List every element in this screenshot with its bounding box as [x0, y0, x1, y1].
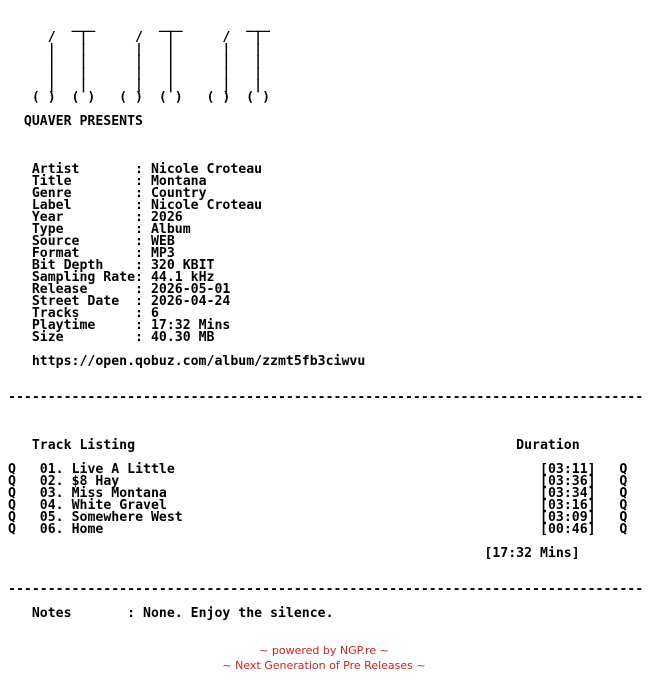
track-title: $8 Hay [71, 474, 540, 489]
info-row: Tracks : 6 [31, 306, 159, 321]
track-marker: Q [619, 474, 628, 489]
info-label: Bit Depth [31, 258, 136, 273]
blank-line [8, 416, 643, 428]
logo-art-line: | | | | | | [8, 54, 263, 69]
info-value: 2026-05-01 [150, 282, 231, 297]
info-label: Sampling Rate [31, 270, 136, 285]
info-row: Release : 2026-05-01 [31, 282, 231, 297]
blank-line [8, 128, 643, 140]
logo-art-line: | | | | | | [8, 66, 263, 81]
footer-tagline: ~ Next Generation of Pre Releases ~ [222, 659, 426, 672]
nfo-document [8, 8, 643, 620]
info-value: Country [150, 186, 207, 201]
track-listing-title: Track Listing [31, 438, 517, 453]
track-listing-header [8, 440, 643, 452]
info-label: Tracks [31, 306, 136, 321]
info-label: Playtime [31, 318, 136, 333]
notes-row: Notes : None. Enjoy the silence. [31, 606, 334, 621]
info-label: Source [31, 234, 136, 249]
info-label: Size [31, 330, 136, 345]
track-duration: [03:34] [540, 486, 596, 501]
info-value: MP3 [150, 246, 175, 261]
info-value: 44.1 kHz [150, 270, 215, 285]
track-marker: Q [8, 462, 16, 477]
total-duration: [17:32 Mins] [8, 546, 580, 561]
info-row: Genre : Country [31, 186, 207, 201]
presenter-line: QUAVER PRESENTS [8, 114, 143, 129]
info-label: Artist [31, 162, 136, 177]
logo-art-line: | | | | | | [8, 78, 263, 93]
info-row: Format : MP3 [31, 246, 175, 261]
info-value: 2026 [150, 210, 183, 225]
track-marker: Q [619, 486, 628, 501]
blank-line [8, 560, 643, 572]
info-label: Genre [31, 186, 136, 201]
info-row: Playtime : 17:32 Mins [31, 318, 231, 333]
info-value: WEB [150, 234, 175, 249]
info-value: 6 [150, 306, 159, 321]
track-duration: [03:11] [540, 462, 596, 477]
info-label: Street Date [31, 294, 136, 309]
blank-line [8, 368, 643, 380]
track-number: 05. [39, 510, 64, 525]
divider: -------------------------------------------------------------------------------- [8, 390, 644, 405]
track-duration: [03:16] [540, 498, 596, 513]
logo-art-line: ___ ___ ___ [8, 18, 271, 33]
footer-powered-by: ~ powered by NGP.re ~ [259, 644, 389, 657]
track-title: White Gravel [71, 498, 540, 513]
logo-art-line: ( ) ( ) ( ) ( ) ( ) ( ) [8, 90, 271, 105]
track-marker: Q [619, 462, 628, 477]
info-label: Year [31, 210, 136, 225]
info-row: Bit Depth : 320 KBIT [31, 258, 215, 273]
track-row [8, 524, 643, 536]
info-row: Year : 2026 [31, 210, 183, 225]
info-value: 320 KBIT [150, 258, 215, 273]
track-marker: Q [8, 486, 16, 501]
logo-art-line: | | | | | | [8, 42, 263, 57]
track-marker: Q [8, 498, 16, 513]
info-value: Montana [150, 174, 207, 189]
track-title: Home [71, 522, 540, 537]
info-row: Label : Nicole Croteau [31, 198, 263, 213]
info-row: Source : WEB [31, 234, 175, 249]
info-value: Nicole Croteau [150, 198, 263, 213]
track-number: 02. [39, 474, 64, 489]
track-number: 01. [39, 462, 64, 477]
logo-art-line: / | / | / | [8, 30, 263, 45]
info-label: Label [31, 198, 136, 213]
info-value: Nicole Croteau [150, 162, 263, 177]
track-title: Somewhere West [71, 510, 540, 525]
info-row: Type : Album [31, 222, 191, 237]
info-value: 17:32 Mins [150, 318, 231, 333]
info-label: Type [31, 222, 136, 237]
info-label: Title [31, 174, 136, 189]
info-row: Sampling Rate: 44.1 kHz [31, 270, 215, 285]
track-marker: Q [8, 474, 16, 489]
track-title: Miss Montana [71, 486, 540, 501]
track-marker: Q [619, 522, 628, 537]
track-number: 03. [39, 486, 64, 501]
album-url: https://open.qobuz.com/album/zzmt5fb3ciwvu [31, 354, 366, 369]
blank-line [8, 140, 643, 152]
track-number: 04. [39, 498, 64, 513]
info-row: Artist : Nicole Croteau [31, 162, 263, 177]
info-label: Format [31, 246, 136, 261]
blank-line [8, 404, 643, 416]
track-marker: Q [619, 510, 628, 525]
track-duration: [03:36] [540, 474, 596, 489]
info-label: Release [31, 282, 136, 297]
notes-value: None. Enjoy the silence. [143, 606, 334, 621]
divider: -------------------------------------------------------------------------------- [8, 582, 644, 597]
info-row: Street Date : 2026-04-24 [31, 294, 231, 309]
track-duration: [03:09] [540, 510, 596, 525]
track-marker: Q [619, 498, 628, 513]
info-row: Title : Montana [31, 174, 207, 189]
track-number: 06. [39, 522, 64, 537]
info-value: 40.30 MB [150, 330, 215, 345]
notes-label: Notes [31, 606, 128, 621]
info-value: 2026-04-24 [150, 294, 231, 309]
album-link[interactable] [8, 356, 643, 368]
track-marker: Q [8, 522, 16, 537]
info-value: Album [150, 222, 191, 237]
track-duration: [00:46] [540, 522, 596, 537]
track-title: Live A Little [71, 462, 540, 477]
track-marker: Q [8, 510, 16, 525]
info-row: Size : 40.30 MB [31, 330, 215, 345]
duration-title: Duration [516, 438, 580, 453]
